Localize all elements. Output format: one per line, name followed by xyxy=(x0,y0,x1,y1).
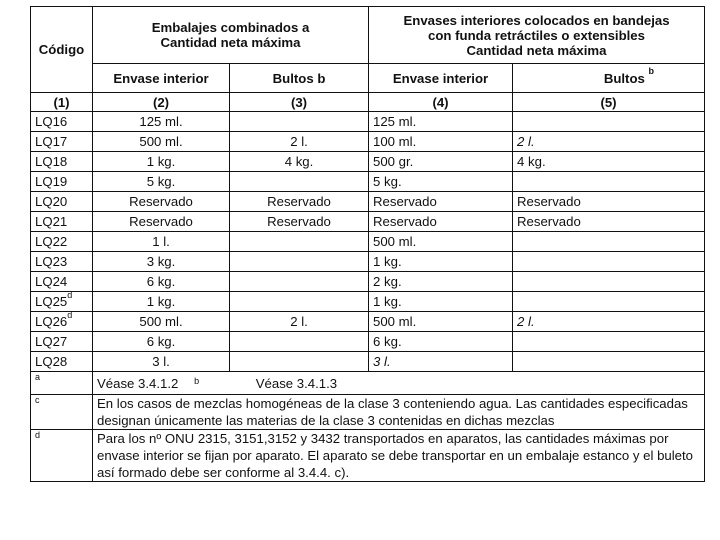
footnote-key-b: b xyxy=(194,375,200,386)
cell-col3: 2 l. xyxy=(230,132,369,152)
cell-col3 xyxy=(230,292,369,312)
row-code-text: LQ25 xyxy=(35,294,68,309)
row-code xyxy=(31,132,93,152)
footnote-d-text: Para los nº ONU 2315, 3151,3152 y 3432 transportados en aparatos, las cantidades máximas por envase interior se fijan por aparato. El aparato se debe transportar en un embalaje estanco y el buleto así formado debe ser conforme al 3.4.4. c). xyxy=(93,430,705,482)
cell-col3: Reservado xyxy=(230,192,369,212)
column-number-1: (1) xyxy=(31,93,93,112)
table-row xyxy=(31,212,705,232)
footnote-row-d xyxy=(31,430,705,482)
footnote-a-text: Véase 3.4.1.2 xyxy=(97,375,179,391)
header-group-bandejas-line3: Cantidad neta máxima xyxy=(466,42,607,58)
cell-col4: 1 kg. xyxy=(369,292,513,312)
table-row xyxy=(31,192,705,212)
cell-col5 xyxy=(513,292,705,312)
cell-col4: 125 ml. xyxy=(369,112,513,132)
cell-col5 xyxy=(513,252,705,272)
row-code-text: LQ28 xyxy=(35,354,68,369)
table-row xyxy=(31,232,705,252)
cell-col2: 3 l. xyxy=(93,352,230,372)
cell-col3: 4 kg. xyxy=(230,152,369,172)
header-envase-interior-1: Envase interior xyxy=(93,64,230,93)
cell-col2: 1 l. xyxy=(93,232,230,252)
cell-col2: Reservado xyxy=(93,192,230,212)
header-group-combinados xyxy=(93,7,369,64)
row-code-text: LQ22 xyxy=(35,234,68,249)
cell-col5: 2 l. xyxy=(513,312,705,332)
row-code xyxy=(31,352,93,372)
header-bultos-2 xyxy=(513,64,705,93)
cell-col5: Reservado xyxy=(513,212,705,232)
cell-col2: 6 kg. xyxy=(93,332,230,352)
header-envase-interior-2: Envase interior xyxy=(369,64,513,93)
row-code-text: LQ24 xyxy=(35,274,68,289)
cell-col3: 2 l. xyxy=(230,312,369,332)
cell-col4: 500 ml. xyxy=(369,232,513,252)
cell-col2: 3 kg. xyxy=(93,252,230,272)
cell-col4: 2 kg. xyxy=(369,272,513,292)
table-row xyxy=(31,352,705,372)
footnote-key-d: d xyxy=(31,430,93,482)
cell-col3 xyxy=(230,272,369,292)
cell-col2: 1 kg. xyxy=(93,292,230,312)
row-code-sup: d xyxy=(67,289,73,300)
header-bultos-2-label: Bultos xyxy=(603,70,645,86)
footnote-text-ab xyxy=(93,372,705,395)
cell-col4: Reservado xyxy=(369,192,513,212)
table-row xyxy=(31,272,705,292)
column-number-2: (2) xyxy=(93,93,230,112)
table-row xyxy=(31,172,705,192)
row-code xyxy=(31,289,93,312)
row-code xyxy=(31,332,93,352)
row-code xyxy=(31,232,93,252)
header-group-combinados-line2: Cantidad neta máxima xyxy=(160,35,301,50)
cell-col4: 500 gr. xyxy=(369,152,513,172)
row-code-text: LQ19 xyxy=(35,174,68,189)
header-codigo: Código xyxy=(31,7,93,93)
cell-col2: 500 ml. xyxy=(93,132,230,152)
row-code-text: LQ23 xyxy=(35,254,68,269)
footnote-b-text: Véase 3.4.1.3 xyxy=(255,375,338,391)
footnote-row-c xyxy=(31,395,705,430)
table-row xyxy=(31,332,705,352)
footnote-row-a xyxy=(31,372,705,395)
cell-col5 xyxy=(513,332,705,352)
row-code xyxy=(31,172,93,192)
row-code xyxy=(31,212,93,232)
cell-col2: Reservado xyxy=(93,212,230,232)
row-code xyxy=(31,192,93,212)
cell-col4: 3 l. xyxy=(369,352,513,372)
row-code xyxy=(31,152,93,172)
column-number-row xyxy=(31,93,705,112)
footnote-key-a: a xyxy=(31,372,93,395)
header-row-subcolumns xyxy=(31,64,705,93)
table-row xyxy=(31,152,705,172)
cell-col5 xyxy=(513,112,705,132)
cell-col4: 500 ml. xyxy=(369,312,513,332)
cell-col4: 100 ml. xyxy=(369,132,513,152)
row-code-text: LQ17 xyxy=(35,134,68,149)
row-code-sup: d xyxy=(67,309,73,320)
column-number-3: (3) xyxy=(230,93,369,112)
table-row xyxy=(31,132,705,152)
limited-quantities-table xyxy=(30,6,705,482)
cell-col2: 6 kg. xyxy=(93,272,230,292)
footnote-c-text: En los casos de mezclas homogéneas de la clase 3 conteniendo agua. Las cantidades especificadas designan únicamente las materias de la clase 3 contenidas en dichas mezclas xyxy=(93,395,705,430)
table-row xyxy=(31,112,705,132)
cell-col2: 1 kg. xyxy=(93,152,230,172)
cell-col4: 6 kg. xyxy=(369,332,513,352)
cell-col5: 2 l. xyxy=(513,132,705,152)
cell-col3 xyxy=(230,232,369,252)
cell-col5: Reservado xyxy=(513,192,705,212)
header-group-bandejas-line2: con funda retráctiles o extensibles xyxy=(428,27,645,43)
row-code xyxy=(31,112,93,132)
cell-col5 xyxy=(513,352,705,372)
header-bultos-2-sup: b xyxy=(648,66,655,77)
column-number-5: (5) xyxy=(513,93,705,112)
header-row-groups xyxy=(31,7,705,64)
table-row xyxy=(31,292,705,312)
header-group-bandejas-line1: Envases interiores colocados en bandejas xyxy=(403,12,670,28)
row-code-text: LQ16 xyxy=(35,114,68,129)
row-code-text: LQ26 xyxy=(35,314,68,329)
cell-col4: Reservado xyxy=(369,212,513,232)
cell-col4: 5 kg. xyxy=(369,172,513,192)
cell-col5: 4 kg. xyxy=(513,152,705,172)
cell-col3: Reservado xyxy=(230,212,369,232)
cell-col3 xyxy=(230,252,369,272)
table-row xyxy=(31,312,705,332)
row-code xyxy=(31,309,93,332)
header-bultos-1: Bultos b xyxy=(230,64,369,93)
cell-col5 xyxy=(513,232,705,252)
row-code-text: LQ27 xyxy=(35,334,68,349)
cell-col3 xyxy=(230,352,369,372)
footnote-key-c: c xyxy=(31,395,93,430)
row-code-text: LQ18 xyxy=(35,154,68,169)
cell-col3 xyxy=(230,332,369,352)
table-row xyxy=(31,252,705,272)
header-group-bandejas xyxy=(369,7,705,64)
cell-col2: 125 ml. xyxy=(93,112,230,132)
row-code-text: LQ21 xyxy=(35,214,68,229)
cell-col2: 500 ml. xyxy=(93,312,230,332)
cell-col5 xyxy=(513,172,705,192)
row-code xyxy=(31,272,93,292)
row-code-text: LQ20 xyxy=(35,194,68,209)
cell-col4: 1 kg. xyxy=(369,252,513,272)
cell-col3 xyxy=(230,112,369,132)
cell-col5 xyxy=(513,272,705,292)
header-group-combinados-line1: Embalajes combinados a xyxy=(151,20,310,35)
row-code xyxy=(31,252,93,272)
cell-col2: 5 kg. xyxy=(93,172,230,192)
column-number-4: (4) xyxy=(369,93,513,112)
cell-col3 xyxy=(230,172,369,192)
